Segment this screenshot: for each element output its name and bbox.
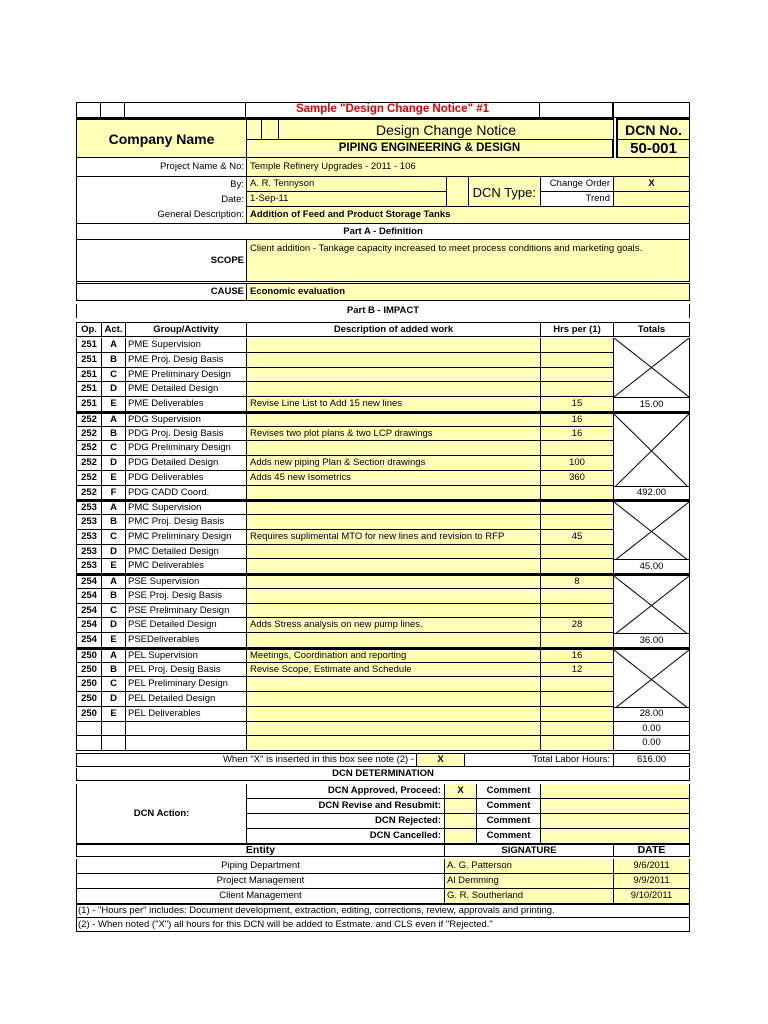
row-op: 250 <box>76 677 101 692</box>
row-description[interactable] <box>246 412 540 427</box>
row-description[interactable] <box>246 633 540 648</box>
row-act: A <box>101 500 125 515</box>
by-label: By: <box>76 177 246 192</box>
date-label: Date: <box>76 192 246 207</box>
action-label: DCN Rejected: <box>246 814 444 829</box>
row-description[interactable] <box>246 648 540 663</box>
row-op: 252 <box>76 427 101 442</box>
row-hours[interactable] <box>540 559 613 574</box>
row-act: C <box>101 441 125 456</box>
row-group: PMC Proj. Desig Basis <box>125 515 246 530</box>
row-act: C <box>101 677 125 692</box>
action-check[interactable] <box>444 829 476 844</box>
row-group: PDG Proj. Desig Basis <box>125 427 246 442</box>
row-hours[interactable] <box>540 692 613 707</box>
note-text: When "X" is inserted in this box see note (2) - <box>76 753 416 767</box>
signature-entity: Project Management <box>76 874 444 889</box>
row-act: E <box>101 633 125 648</box>
col-hours: Hrs per (1) <box>540 322 613 337</box>
header-spacer <box>613 118 617 158</box>
row-op: 250 <box>76 692 101 707</box>
row-hours[interactable]: 100 <box>540 456 613 471</box>
group-total: 492.00 <box>613 486 690 501</box>
row-description-text: Meetings, Coordination and reporting <box>250 649 407 661</box>
row-group: PSE Preliminary Design <box>125 604 246 619</box>
note-check[interactable]: X <box>416 753 464 767</box>
signature-entity: Piping Department <box>76 859 444 874</box>
action-check[interactable] <box>444 814 476 829</box>
row-hours[interactable] <box>540 736 613 751</box>
comment-field[interactable] <box>540 784 690 799</box>
comment-field[interactable] <box>540 814 690 829</box>
row-op: 250 <box>76 648 101 663</box>
action-label: DCN Cancelled: <box>246 829 444 844</box>
row-act: F <box>101 486 125 501</box>
row-group: PMC Supervision <box>125 500 246 515</box>
general-description-label: General Description: <box>76 207 246 224</box>
row-group: PDG Deliverables <box>125 471 246 486</box>
row-act: A <box>101 338 125 353</box>
row-act: E <box>101 559 125 574</box>
row-hours[interactable] <box>540 500 613 515</box>
action-label: DCN Approved, Proceed: <box>246 784 444 799</box>
row-act: B <box>101 663 125 678</box>
col-totals: Totals <box>613 322 690 337</box>
col-description: Description of added work <box>246 322 540 337</box>
row-act: E <box>101 397 125 412</box>
row-hours[interactable] <box>540 677 613 692</box>
row-act: C <box>101 530 125 545</box>
determination-title: DCN DETERMINATION <box>76 768 690 781</box>
totals-cross-box <box>613 500 690 559</box>
cross-out-icon <box>614 650 689 707</box>
row-group: PSE Detailed Design <box>125 618 246 633</box>
row-description[interactable] <box>246 368 540 383</box>
dcn-no-value[interactable]: 50-001 <box>617 139 690 158</box>
row-op: 254 <box>76 633 101 648</box>
row-act: D <box>101 545 125 560</box>
row-op: 250 <box>76 707 101 722</box>
row-op <box>76 736 101 751</box>
row-op: 253 <box>76 545 101 560</box>
row-description[interactable] <box>246 353 540 368</box>
row-hours[interactable] <box>540 368 613 383</box>
row-group: PEL Supervision <box>125 648 246 663</box>
by-field[interactable] <box>246 177 446 192</box>
doc-title: Design Change Notice <box>279 118 613 139</box>
col-date: DATE <box>613 844 690 857</box>
date-value: 1-Sep-11 <box>250 193 289 205</box>
row-group: PEL Detailed Design <box>125 692 246 707</box>
row-group: PDG CADD Coord. <box>125 486 246 501</box>
group-total: 36.00 <box>613 633 690 648</box>
title-cell-d <box>540 102 613 118</box>
action-check[interactable]: X <box>444 784 476 799</box>
dcn-action-label: DCN Action: <box>76 784 246 844</box>
title-cell-a <box>76 102 101 118</box>
change-order-check[interactable]: X <box>613 177 690 192</box>
row-description-text: Requires suplimental MTO for new lines and revision to RFP <box>250 530 505 542</box>
signature-field[interactable]: G. R. Southerland <box>444 889 613 904</box>
row-hours[interactable] <box>540 589 613 604</box>
total-label: Total Labor Hours: <box>464 753 613 767</box>
row-hours[interactable] <box>540 545 613 560</box>
row-description[interactable] <box>246 456 540 471</box>
row-group <box>125 736 246 751</box>
header-check-1[interactable] <box>246 118 262 139</box>
totals-cross-box <box>613 648 690 707</box>
signature-field[interactable]: A. G. Patterson <box>444 859 613 874</box>
row-op: 254 <box>76 574 101 589</box>
scope-field[interactable] <box>246 240 690 282</box>
row-hours[interactable]: 12 <box>540 663 613 678</box>
row-description[interactable] <box>246 736 540 751</box>
comment-label: Comment <box>476 799 540 814</box>
cross-out-icon <box>614 414 689 486</box>
row-hours[interactable] <box>540 515 613 530</box>
row-op: 251 <box>76 382 101 397</box>
row-description[interactable] <box>246 471 540 486</box>
comment-label: Comment <box>476 829 540 844</box>
col-group: Group/Activity <box>125 322 246 337</box>
part-a-title: Part A - Definition <box>76 224 690 240</box>
row-group: PME Preliminary Design <box>125 368 246 383</box>
row-op: 252 <box>76 441 101 456</box>
row-description[interactable] <box>246 574 540 589</box>
row-act: D <box>101 692 125 707</box>
row-act: A <box>101 412 125 427</box>
row-hours[interactable]: 360 <box>540 471 613 486</box>
row-act: C <box>101 368 125 383</box>
row-act: A <box>101 574 125 589</box>
row-act: B <box>101 353 125 368</box>
col-op: Op. <box>76 322 101 337</box>
row-group: PEL Proj. Desig Basis <box>125 663 246 678</box>
row-group: PSE Supervision <box>125 574 246 589</box>
group-total: 28.00 <box>613 707 690 722</box>
cause-field[interactable] <box>246 284 690 301</box>
cross-out-icon <box>614 502 689 559</box>
row-op: 251 <box>76 368 101 383</box>
total-value: 616.00 <box>613 753 690 767</box>
cross-out-icon <box>614 338 689 397</box>
row-act: C <box>101 604 125 619</box>
project-field[interactable] <box>246 158 690 177</box>
row-description[interactable] <box>246 559 540 574</box>
row-group: PDG Supervision <box>125 412 246 427</box>
row-act <box>101 736 125 751</box>
row-hours[interactable]: 15 <box>540 397 613 412</box>
row-op: 251 <box>76 353 101 368</box>
row-group: PDG Detailed Design <box>125 456 246 471</box>
col-signature: SIGNATURE <box>444 844 613 857</box>
totals-cross-box <box>613 338 690 397</box>
trend-check[interactable] <box>613 192 690 207</box>
title-cell-e <box>613 102 690 118</box>
signature-date[interactable]: 9/10/2011 <box>613 889 690 904</box>
row-description[interactable] <box>246 500 540 515</box>
design-change-notice-form <box>76 102 690 931</box>
row-description[interactable] <box>246 338 540 353</box>
row-act: B <box>101 589 125 604</box>
row-description[interactable] <box>246 663 540 678</box>
row-op: 251 <box>76 397 101 412</box>
row-hours[interactable] <box>540 604 613 619</box>
general-description-value: Addition of Feed and Product Storage Tanks <box>250 209 451 221</box>
doc-subtitle: PIPING ENGINEERING & DESIGN <box>246 139 613 158</box>
row-description[interactable] <box>246 589 540 604</box>
title-cell-c <box>125 102 246 118</box>
group-total: 45.00 <box>613 559 690 574</box>
cause-value: Economic evaluation <box>250 286 346 298</box>
row-hours[interactable] <box>540 722 613 737</box>
comment-label: Comment <box>476 814 540 829</box>
row-group: PMC Detailed Design <box>125 545 246 560</box>
row-act: D <box>101 382 125 397</box>
row-description[interactable] <box>246 677 540 692</box>
row-op: 253 <box>76 500 101 515</box>
row-op: 254 <box>76 604 101 619</box>
title-cell-b <box>101 102 125 118</box>
signature-date[interactable]: 9/6/2011 <box>613 859 690 874</box>
col-act: Act. <box>101 322 125 337</box>
row-group: PEL Deliverables <box>125 707 246 722</box>
scope-value: Client addition - Tankage capacity increased to meet process conditions and marketing goals. <box>250 243 643 254</box>
row-op: 254 <box>76 618 101 633</box>
col-entity: Entity <box>76 844 444 857</box>
change-order-label: Change Order <box>540 177 613 192</box>
row-description[interactable] <box>246 722 540 737</box>
row-group: PMC Preliminary Design <box>125 530 246 545</box>
row-description[interactable] <box>246 692 540 707</box>
row-act: E <box>101 471 125 486</box>
cause-label: CAUSE <box>76 284 246 301</box>
row-description[interactable] <box>246 618 540 633</box>
totals-cross-box <box>613 412 690 486</box>
signature-date[interactable]: 9/9/2011 <box>613 874 690 889</box>
group-total: 15.00 <box>613 397 690 412</box>
row-hours[interactable] <box>540 486 613 501</box>
sample-title: Sample "Design Change Notice" #1 <box>246 102 540 118</box>
action-check[interactable] <box>444 799 476 814</box>
row-hours[interactable] <box>540 707 613 722</box>
row-description[interactable] <box>246 382 540 397</box>
group-total: 0.00 <box>613 722 690 737</box>
row-description[interactable] <box>246 441 540 456</box>
totals-cross-box <box>613 574 690 633</box>
row-op: 250 <box>76 663 101 678</box>
row-group: PDG Preliminary Design <box>125 441 246 456</box>
row-act: D <box>101 618 125 633</box>
footnote-1: (1) - "Hours per" includes: Document development, extraction, editing, corrections, review, approvals and printing. <box>76 904 690 918</box>
row-act: B <box>101 515 125 530</box>
dcn-type-label: DCN Type: <box>468 177 538 207</box>
row-hours[interactable]: 28 <box>540 618 613 633</box>
row-hours[interactable]: 45 <box>540 530 613 545</box>
row-description[interactable] <box>246 530 540 545</box>
row-group: PME Supervision <box>125 338 246 353</box>
row-act <box>101 722 125 737</box>
row-hours[interactable]: 16 <box>540 648 613 663</box>
row-hours[interactable]: 16 <box>540 412 613 427</box>
row-group: PME Proj. Desig Basis <box>125 353 246 368</box>
row-op: 252 <box>76 412 101 427</box>
row-hours[interactable] <box>540 441 613 456</box>
project-value: Temple Refinery Upgrades - 2011 - 106 <box>250 161 416 173</box>
row-group: PMC Deliverables <box>125 559 246 574</box>
header-check-2[interactable] <box>262 118 279 139</box>
row-description[interactable] <box>246 397 540 412</box>
row-description[interactable] <box>246 707 540 722</box>
row-group: PME Deliverables <box>125 397 246 412</box>
row-op: 252 <box>76 486 101 501</box>
group-total: 0.00 <box>613 736 690 751</box>
row-hours[interactable] <box>540 353 613 368</box>
action-label: DCN Revise and Resubmit: <box>246 799 444 814</box>
row-group: PEL Preliminary Design <box>125 677 246 692</box>
row-group <box>125 722 246 737</box>
row-act: A <box>101 648 125 663</box>
row-group: PSE Proj. Desig Basis <box>125 589 246 604</box>
comment-field[interactable] <box>540 829 690 844</box>
comment-field[interactable] <box>540 799 690 814</box>
row-description-text: Adds 45 new Isometrics <box>250 471 351 483</box>
row-act: E <box>101 707 125 722</box>
row-description[interactable] <box>246 604 540 619</box>
row-description[interactable] <box>246 545 540 560</box>
row-op: 251 <box>76 338 101 353</box>
row-op: 254 <box>76 589 101 604</box>
row-group: PME Detailed Design <box>125 382 246 397</box>
project-label: Project Name & No: <box>76 158 246 177</box>
row-act: B <box>101 427 125 442</box>
general-description-field[interactable] <box>246 207 690 224</box>
row-description-text: Adds new piping Plan & Section drawings <box>250 457 426 469</box>
cross-out-icon <box>614 576 689 633</box>
scope-label: SCOPE <box>76 240 246 282</box>
row-op: 253 <box>76 559 101 574</box>
row-op <box>76 722 101 737</box>
part-b-title: Part B - IMPACT <box>76 304 690 318</box>
row-description-text: Adds Stress analysis on new pump lines. <box>250 619 423 631</box>
trend-label: Trend <box>540 192 613 207</box>
row-op: 253 <box>76 530 101 545</box>
by-value: A. R. Tennyson <box>250 178 315 190</box>
row-hours[interactable] <box>540 633 613 648</box>
signature-field[interactable]: Al Demming <box>444 874 613 889</box>
comment-label: Comment <box>476 784 540 799</box>
date-field[interactable] <box>246 192 446 207</box>
row-hours[interactable]: 16 <box>540 427 613 442</box>
signature-entity: Client Management <box>76 889 444 904</box>
row-hours[interactable] <box>540 382 613 397</box>
row-description-text: Revise Line List to Add 15 new lines <box>250 398 403 410</box>
row-description[interactable] <box>246 515 540 530</box>
dcn-no-label: DCN No. <box>617 118 690 139</box>
row-description[interactable] <box>246 486 540 501</box>
row-op: 253 <box>76 515 101 530</box>
row-group: PSEDeliverables <box>125 633 246 648</box>
row-hours[interactable]: 8 <box>540 574 613 589</box>
row-op: 252 <box>76 471 101 486</box>
row-description[interactable] <box>246 427 540 442</box>
row-description-text: Revises two plot plans & two LCP drawings <box>250 427 433 439</box>
company-name: Company Name <box>76 118 246 158</box>
row-hours[interactable] <box>540 338 613 353</box>
row-op: 252 <box>76 456 101 471</box>
footnote-2: (2) - When noted ("X") all hours for this DCN will be added to Estmate. and CLS even if "Rejected." <box>76 918 690 932</box>
row-description-text: Revise Scope, Estimate and Schedule <box>250 663 412 675</box>
row-act: D <box>101 456 125 471</box>
